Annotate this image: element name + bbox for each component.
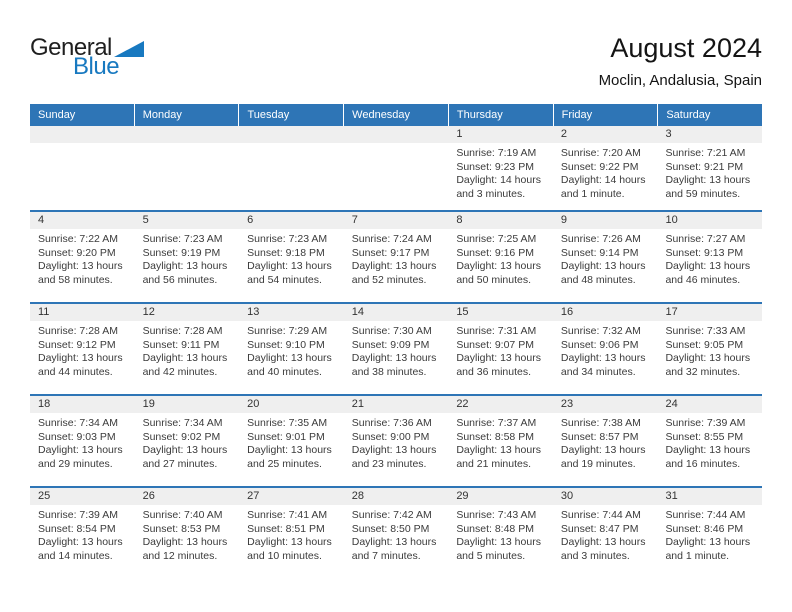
day-cell: [553, 396, 658, 486]
day-cell: [657, 126, 762, 210]
sunset-text: Sunset: 8:53 PM: [142, 522, 221, 535]
daylight-text: Daylight: 13 hours and 3 minutes.: [560, 536, 646, 562]
week-row: [30, 302, 762, 394]
sunset-text: Sunset: 9:20 PM: [38, 246, 116, 259]
day-number: 18: [30, 396, 135, 413]
empty-day-cell: [135, 126, 240, 210]
sunset-text: Sunset: 8:46 PM: [665, 522, 744, 535]
day-cell: [239, 212, 344, 302]
day-number: [239, 126, 344, 143]
day-of-week-header: Monday: [135, 104, 240, 126]
daylight-text: Daylight: 13 hours and 16 minutes.: [665, 444, 751, 470]
day-details: [239, 505, 344, 563]
sunset-text: Sunset: 9:23 PM: [456, 160, 534, 173]
sunset-text: Sunset: 9:03 PM: [38, 430, 116, 443]
sunrise-text: Sunrise: 7:19 AM: [456, 147, 537, 159]
day-of-week-header: Thursday: [449, 104, 554, 126]
sunrise-text: Sunrise: 7:21 AM: [665, 147, 746, 159]
sunset-text: Sunset: 9:11 PM: [142, 338, 220, 351]
day-details: [657, 505, 762, 563]
day-details: [344, 321, 449, 379]
sunrise-text: Sunrise: 7:28 AM: [142, 325, 223, 337]
daylight-text: Daylight: 13 hours and 48 minutes.: [560, 260, 646, 286]
sunrise-text: Sunrise: 7:36 AM: [351, 417, 432, 429]
day-number: 22: [448, 396, 553, 413]
day-details: [135, 505, 240, 563]
week-row: [30, 210, 762, 302]
sunrise-text: Sunrise: 7:44 AM: [665, 509, 746, 521]
sunrise-text: Sunrise: 7:38 AM: [560, 417, 641, 429]
day-details: [30, 505, 135, 563]
empty-day-cell: [344, 126, 449, 210]
day-cell: [239, 396, 344, 486]
day-cell: [30, 396, 135, 486]
day-cell: [344, 212, 449, 302]
daylight-text: Daylight: 14 hours and 1 minute.: [560, 174, 646, 200]
daylight-text: Daylight: 13 hours and 44 minutes.: [38, 352, 123, 378]
day-details: [239, 321, 344, 379]
sunrise-text: Sunrise: 7:34 AM: [38, 417, 118, 429]
sunset-text: Sunset: 9:14 PM: [560, 246, 639, 259]
day-number: 20: [239, 396, 344, 413]
sunrise-text: Sunrise: 7:35 AM: [247, 417, 328, 429]
day-details: [30, 321, 135, 379]
daylight-text: Daylight: 13 hours and 58 minutes.: [38, 260, 123, 286]
day-of-week-header: Sunday: [30, 104, 135, 126]
day-number: 21: [344, 396, 449, 413]
day-details: [344, 505, 449, 563]
daylight-text: Daylight: 13 hours and 12 minutes.: [142, 536, 228, 562]
day-cell: [657, 396, 762, 486]
sunrise-text: Sunrise: 7:43 AM: [456, 509, 537, 521]
day-number: 6: [239, 212, 344, 229]
day-number: 25: [30, 488, 135, 505]
day-details: [448, 505, 553, 563]
day-cell: [657, 212, 762, 302]
sunrise-text: Sunrise: 7:39 AM: [38, 509, 118, 521]
sunset-text: Sunset: 9:02 PM: [142, 430, 221, 443]
day-cell: [553, 304, 658, 394]
sunset-text: Sunset: 9:12 PM: [38, 338, 116, 351]
sunset-text: Sunset: 8:58 PM: [456, 430, 534, 443]
sunset-text: Sunset: 9:06 PM: [560, 338, 639, 351]
empty-day-cell: [30, 126, 135, 210]
day-details: [553, 505, 658, 563]
daylight-text: Daylight: 13 hours and 42 minutes.: [142, 352, 228, 378]
day-number: [30, 126, 135, 143]
sunset-text: Sunset: 9:05 PM: [665, 338, 744, 351]
daylight-text: Daylight: 13 hours and 50 minutes.: [456, 260, 541, 286]
daylight-text: Daylight: 13 hours and 56 minutes.: [142, 260, 228, 286]
day-number: 15: [448, 304, 553, 321]
sunrise-text: Sunrise: 7:40 AM: [142, 509, 223, 521]
day-number: [135, 126, 240, 143]
day-of-week-row: [30, 104, 762, 126]
daylight-text: Daylight: 13 hours and 29 minutes.: [38, 444, 123, 470]
daylight-text: Daylight: 14 hours and 3 minutes.: [456, 174, 541, 200]
sunrise-text: Sunrise: 7:24 AM: [351, 233, 432, 245]
day-cell: [30, 212, 135, 302]
sunset-text: Sunset: 8:51 PM: [247, 522, 325, 535]
day-number: 29: [448, 488, 553, 505]
sunset-text: Sunset: 9:22 PM: [560, 160, 639, 173]
day-number: 19: [135, 396, 240, 413]
day-number: 10: [657, 212, 762, 229]
daylight-text: Daylight: 13 hours and 14 minutes.: [38, 536, 123, 562]
sunrise-text: Sunrise: 7:26 AM: [560, 233, 641, 245]
day-details: [448, 229, 553, 287]
daylight-text: Daylight: 13 hours and 46 minutes.: [665, 260, 751, 286]
daylight-text: Daylight: 13 hours and 59 minutes.: [665, 174, 751, 200]
sunrise-text: Sunrise: 7:25 AM: [456, 233, 537, 245]
day-cell: [657, 304, 762, 394]
sunset-text: Sunset: 9:17 PM: [351, 246, 430, 259]
day-details: [553, 229, 658, 287]
day-of-week-header: Saturday: [666, 109, 711, 121]
day-cell: [553, 126, 658, 210]
calendar-table: [30, 104, 762, 578]
daylight-text: Daylight: 13 hours and 27 minutes.: [142, 444, 228, 470]
day-cell: [448, 488, 553, 578]
daylight-text: Daylight: 13 hours and 5 minutes.: [456, 536, 541, 562]
empty-day-cell: [239, 126, 344, 210]
sunrise-text: Sunrise: 7:28 AM: [38, 325, 118, 337]
logo: [30, 36, 144, 78]
day-number: 30: [553, 488, 658, 505]
sunrise-text: Sunrise: 7:41 AM: [247, 509, 328, 521]
sunset-text: Sunset: 9:10 PM: [247, 338, 325, 351]
sunrise-text: Sunrise: 7:23 AM: [142, 233, 223, 245]
day-number: 27: [239, 488, 344, 505]
sunrise-text: Sunrise: 7:31 AM: [456, 325, 537, 337]
daylight-text: Daylight: 13 hours and 34 minutes.: [560, 352, 646, 378]
daylight-text: Daylight: 13 hours and 52 minutes.: [351, 260, 437, 286]
day-number: 5: [135, 212, 240, 229]
sunset-text: Sunset: 8:47 PM: [560, 522, 639, 535]
sunset-text: Sunset: 8:57 PM: [560, 430, 639, 443]
week-row: [30, 126, 762, 210]
day-number: 8: [448, 212, 553, 229]
sunset-text: Sunset: 9:13 PM: [665, 246, 744, 259]
day-cell: [344, 396, 449, 486]
day-cell: [30, 304, 135, 394]
logo-text-blue: Blue: [73, 53, 120, 80]
sunrise-text: Sunrise: 7:22 AM: [38, 233, 118, 245]
day-details: [239, 413, 344, 471]
day-number: 14: [344, 304, 449, 321]
day-details: [135, 413, 240, 471]
day-cell: [553, 212, 658, 302]
sunset-text: Sunset: 9:21 PM: [665, 160, 744, 173]
day-number: 23: [553, 396, 658, 413]
day-cell: [657, 488, 762, 578]
sunrise-text: Sunrise: 7:33 AM: [665, 325, 746, 337]
day-number: 1: [448, 126, 553, 143]
day-cell: [344, 304, 449, 394]
day-cell: [553, 488, 658, 578]
day-cell: [448, 212, 553, 302]
day-number: 12: [135, 304, 240, 321]
day-number: 26: [135, 488, 240, 505]
day-cell: [344, 488, 449, 578]
sunset-text: Sunset: 9:18 PM: [247, 246, 325, 259]
sunset-text: Sunset: 9:09 PM: [351, 338, 430, 351]
sunrise-text: Sunrise: 7:34 AM: [142, 417, 223, 429]
day-details: [553, 413, 658, 471]
sunset-text: Sunset: 9:19 PM: [142, 246, 221, 259]
day-number: 11: [30, 304, 135, 321]
daylight-text: Daylight: 13 hours and 32 minutes.: [665, 352, 751, 378]
day-details: [135, 321, 240, 379]
sunset-text: Sunset: 8:54 PM: [38, 522, 116, 535]
day-details: [448, 143, 553, 201]
day-number: 17: [657, 304, 762, 321]
day-cell: [448, 304, 553, 394]
daylight-text: Daylight: 13 hours and 38 minutes.: [351, 352, 437, 378]
day-cell: [135, 396, 240, 486]
title-block: [599, 33, 762, 89]
page-subtitle: Moclin, Andalusia, Spain: [598, 72, 762, 89]
sunrise-text: Sunrise: 7:32 AM: [560, 325, 641, 337]
day-cell: [239, 304, 344, 394]
daylight-text: Daylight: 13 hours and 36 minutes.: [456, 352, 541, 378]
sunrise-text: Sunrise: 7:44 AM: [560, 509, 641, 521]
sunset-text: Sunset: 8:50 PM: [351, 522, 430, 535]
day-details: [553, 321, 658, 379]
day-number: 13: [239, 304, 344, 321]
day-number: 2: [553, 126, 658, 143]
day-details: [344, 229, 449, 287]
weeks-container: [30, 126, 762, 578]
day-number: 7: [344, 212, 449, 229]
sunset-text: Sunset: 8:55 PM: [665, 430, 744, 443]
day-number: 28: [344, 488, 449, 505]
day-cell: [135, 212, 240, 302]
sunrise-text: Sunrise: 7:39 AM: [665, 417, 746, 429]
page-title: August 2024: [610, 33, 762, 63]
day-cell: [30, 488, 135, 578]
daylight-text: Daylight: 13 hours and 7 minutes.: [351, 536, 437, 562]
day-of-week-header: Wednesday: [344, 104, 449, 126]
logo-text-general: General: [30, 34, 112, 61]
daylight-text: Daylight: 13 hours and 19 minutes.: [560, 444, 646, 470]
day-details: [553, 143, 658, 201]
daylight-text: Daylight: 13 hours and 40 minutes.: [247, 352, 332, 378]
daylight-text: Daylight: 13 hours and 54 minutes.: [247, 260, 332, 286]
day-number: 24: [657, 396, 762, 413]
week-row: [30, 394, 762, 486]
day-number: 16: [553, 304, 658, 321]
daylight-text: Daylight: 13 hours and 1 minute.: [665, 536, 751, 562]
daylight-text: Daylight: 13 hours and 21 minutes.: [456, 444, 541, 470]
day-cell: [135, 304, 240, 394]
day-number: [344, 126, 449, 143]
daylight-text: Daylight: 13 hours and 25 minutes.: [247, 444, 332, 470]
day-cell: [448, 396, 553, 486]
day-of-week-header: Tuesday: [239, 104, 344, 126]
daylight-text: Daylight: 13 hours and 10 minutes.: [247, 536, 332, 562]
day-cell: [448, 126, 553, 210]
week-row: [30, 486, 762, 578]
day-details: [135, 229, 240, 287]
day-of-week-header: Friday: [554, 104, 659, 126]
day-number: 3: [657, 126, 762, 143]
sunset-text: Sunset: 9:07 PM: [456, 338, 534, 351]
sunrise-text: Sunrise: 7:30 AM: [351, 325, 432, 337]
day-details: [448, 321, 553, 379]
sunset-text: Sunset: 9:00 PM: [351, 430, 430, 443]
day-cell: [135, 488, 240, 578]
day-details: [30, 229, 135, 287]
day-details: [448, 413, 553, 471]
sunrise-text: Sunrise: 7:23 AM: [247, 233, 328, 245]
day-details: [239, 229, 344, 287]
day-details: [657, 413, 762, 471]
day-number: 4: [30, 212, 135, 229]
daylight-text: Daylight: 13 hours and 23 minutes.: [351, 444, 437, 470]
day-cell: [239, 488, 344, 578]
day-details: [657, 143, 762, 201]
day-details: [30, 413, 135, 471]
sunrise-text: Sunrise: 7:29 AM: [247, 325, 328, 337]
day-number: 31: [657, 488, 762, 505]
sunrise-text: Sunrise: 7:37 AM: [456, 417, 537, 429]
sunrise-text: Sunrise: 7:27 AM: [665, 233, 746, 245]
sunrise-text: Sunrise: 7:20 AM: [560, 147, 641, 159]
sunset-text: Sunset: 8:48 PM: [456, 522, 534, 535]
day-details: [657, 321, 762, 379]
sunrise-text: Sunrise: 7:42 AM: [351, 509, 432, 521]
day-details: [657, 229, 762, 287]
sunset-text: Sunset: 9:01 PM: [247, 430, 325, 443]
day-number: 9: [553, 212, 658, 229]
day-details: [344, 413, 449, 471]
sunset-text: Sunset: 9:16 PM: [456, 246, 534, 259]
